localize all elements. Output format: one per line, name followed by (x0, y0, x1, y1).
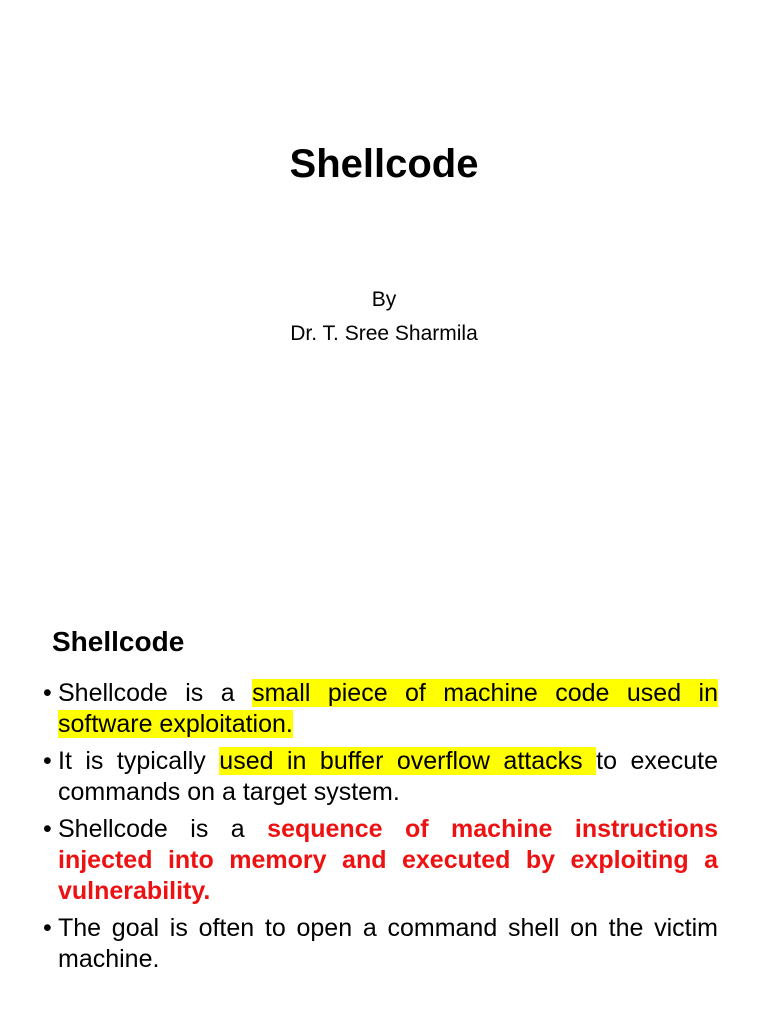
bullet-text: Shellcode is a (58, 679, 253, 707)
bullet-item-4 (44, 913, 718, 975)
bullet-text: The goal is often to open a command shell on the victim machine. (58, 914, 718, 973)
bullet-text: to execute commands on a target system. (58, 747, 719, 806)
highlighted-text: small piece of machine code used in software exploitation. (58, 679, 718, 738)
bullet-item-2 (44, 746, 718, 808)
author-name: Dr. T. Sree Sharmila (290, 322, 478, 345)
bullet-icon: • (43, 747, 52, 775)
content-slide (0, 590, 768, 1024)
slide-title: Shellcode (289, 142, 479, 186)
by-label: By (371, 288, 397, 311)
byline (0, 283, 768, 351)
highlighted-text: used in buffer overflow attacks (219, 747, 597, 775)
content-heading: Shellcode (52, 626, 185, 657)
bullet-icon: • (43, 679, 52, 707)
emphasized-text: sequence of machine instructions injected into memory and executed by exploiting a vulnerability. (58, 815, 718, 905)
bullet-icon: • (43, 914, 52, 942)
bullet-item-3 (44, 814, 718, 907)
bullet-text: Shellcode is a (58, 815, 268, 843)
bullet-icon: • (43, 815, 52, 843)
bullet-list (44, 678, 718, 981)
bullet-text: It is typically (58, 747, 220, 775)
bullet-item-1 (44, 678, 718, 740)
